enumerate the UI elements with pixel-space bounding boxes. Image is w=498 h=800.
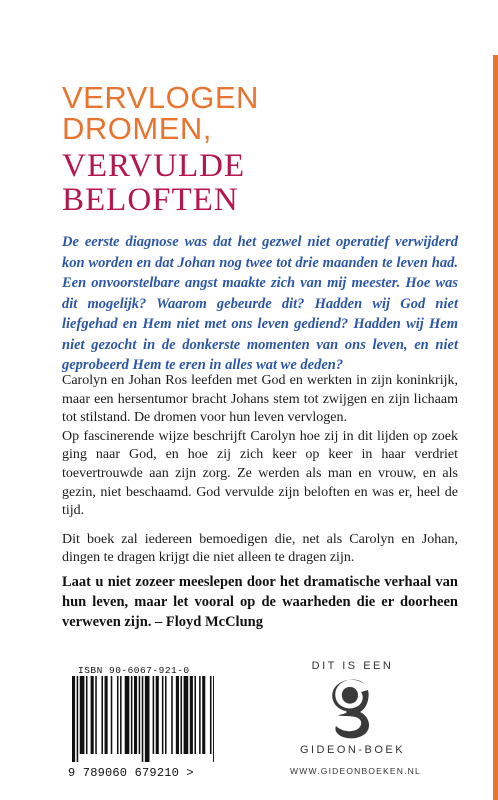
barcode-bars-icon bbox=[68, 676, 214, 762]
title-line-4: BELOFTEN bbox=[62, 182, 239, 218]
ean-digits: 9 789060 679210 > bbox=[68, 766, 194, 780]
isbn-text: ISBN 90-6067-921-0 bbox=[78, 665, 190, 676]
description-paragraph-1: Carolyn en Johan Ros leefden met God en werkten in zijn koninkrijk, maar een hersentumor bracht Johans stem tot zwijgen en zijn lichaam tot stilstand. De dromen voor hun leven vervlogen. bbox=[62, 373, 458, 426]
spine-edge-line bbox=[493, 55, 498, 800]
barcode bbox=[68, 676, 214, 780]
title-line-3: VERVULDE bbox=[62, 148, 246, 184]
publisher-website: WWW.GIDEONBOEKEN.NL bbox=[290, 766, 421, 776]
publisher-name: GIDEON-BOEK bbox=[299, 744, 406, 756]
book-title bbox=[62, 82, 259, 217]
blurb-quote: De eerste diagnose was dat het gezwel niet operatief verwijderd kon worden en dat Johan nog twee tot drie maanden te leven had. Een onvoorstelbare angst maakte zich van mij meester. Hoe was dit mogelijk? Waarom gebeurde dit? Hadden wij God niet liefgehad en Hem niet met ons leven gediend? Hadden wij Hem niet gezocht in de donkerste momenten van ons leven, en niet geprobeerd Hem te eren in alles wat we deden? bbox=[62, 234, 458, 373]
publisher-block bbox=[290, 660, 421, 776]
endorsement-quote: Laat u niet zozeer meeslepen door het dramatische verhaal van hun leven, maar let vooral op de waarheden die er doorheen verweven zijn. – Floyd McClung bbox=[62, 574, 458, 630]
description bbox=[62, 372, 458, 568]
title-line-2: DROMEN, bbox=[62, 111, 212, 146]
description-paragraph-2: Op fascinerende wijze beschrijft Carolyn hoe zij in dit lijden op zoek ging naar God, en hoe zij zich keer op keer in haar verdriet toevertrouwde aan zijn zorg. Ze werden als man en vrouw, en als gezin, niet beschaamd. God vervulde zijn beloften en was er, heel de tijd. bbox=[62, 428, 458, 519]
publisher-tagline: DIT IS EEN bbox=[311, 660, 394, 672]
title-line-1: VERVLOGEN bbox=[62, 80, 259, 115]
barcode-block bbox=[62, 665, 212, 780]
description-paragraph-3: Dit boek zal iedereen bemoedigen die, net als Carolyn en Johan, dingen te dragen krijgt die niet alleen te dragen zijn. bbox=[62, 531, 458, 566]
g-logo-icon bbox=[330, 678, 376, 740]
